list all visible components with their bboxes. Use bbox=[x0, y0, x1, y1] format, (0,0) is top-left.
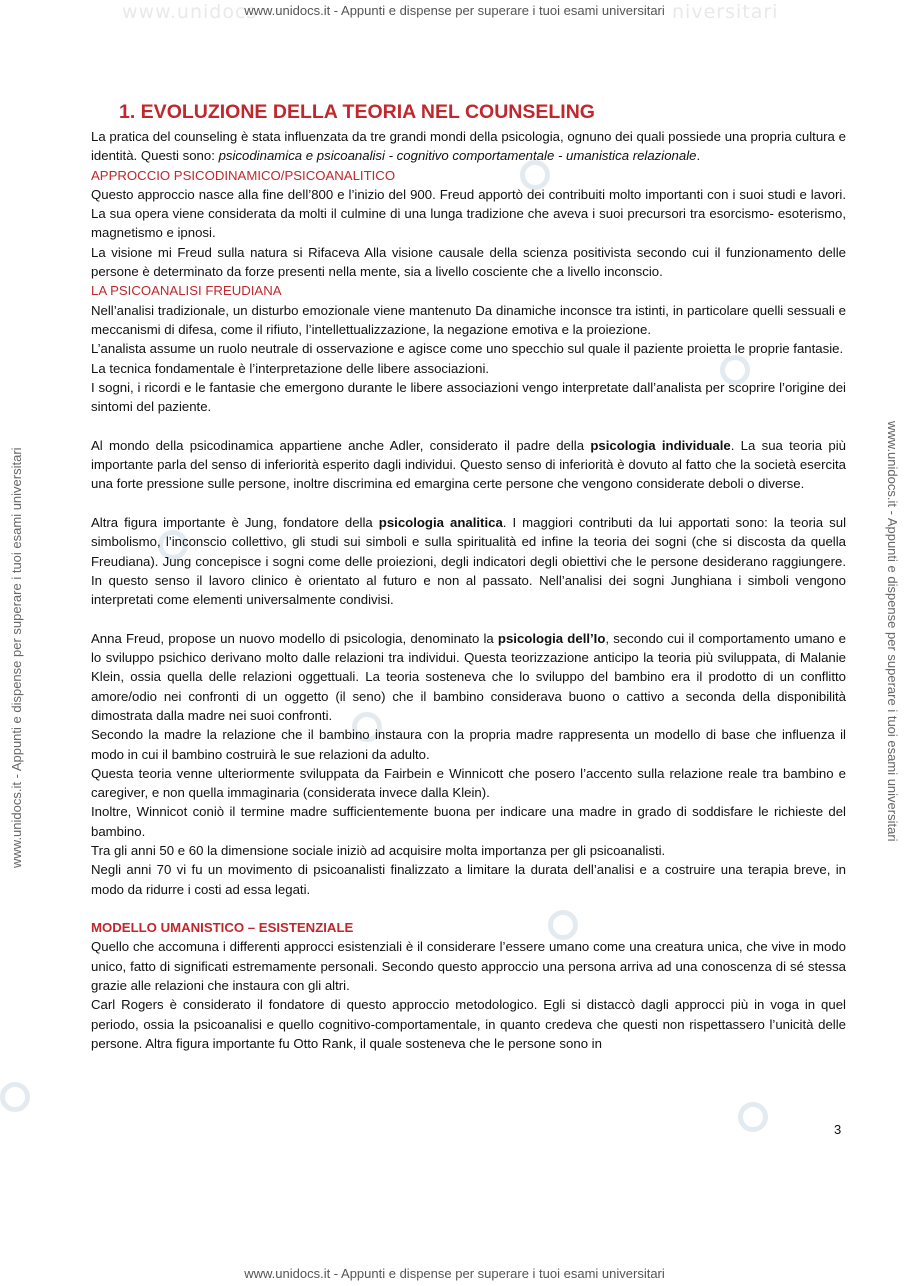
watermark-ghost-left: www.unidocs bbox=[122, 1, 258, 23]
section-title-psicodinamico: APPROCCIO PSICODINAMICO/PSICOANALITICO bbox=[91, 167, 396, 183]
paragraph: Tra gli anni 50 e 60 la dimensione sociale iniziò ad acquisire molta importanza per gli psicoanalisti. bbox=[91, 842, 666, 858]
anna-freud-text-after: , secondo cui il comportamento umano e lo sviluppo psichico derivano molto dalle relazioni tra individui. Questa teorizzazione anticipo la teoria più sviluppata, di Malanie Klein, ossia quella delle relazioni oggettuali. La teoria sosteneva che lo sviluppo del bambino era il prodotto di un conflitto amore/odio nei confronti di un oggetto (il seno) che il bambino considerava buono o cattivo a seconda della disponibilità dimostrata dalla madre nei suoi confronti. bbox=[91, 630, 846, 723]
chapter-heading: 1. EVOLUZIONE DELLA TEORIA NEL COUNSELING bbox=[119, 101, 595, 123]
adler-paragraph bbox=[91, 436, 846, 494]
paragraph: I sogni, i ricordi e le fantasie che emergono durante le libere associazioni vengo interpretate dall’analista per scoprire l’origine dei sintomi del paziente. bbox=[91, 379, 846, 415]
paragraph-gap bbox=[91, 609, 846, 628]
watermark-left-text: www.unidocs.it - Appunti e dispense per superare i tuoi esami universitari bbox=[9, 447, 24, 868]
watermark-right-text: www.unidocs.it - Appunti e dispense per superare i tuoi esami universitari bbox=[885, 421, 900, 842]
intro-italic: psicodinamica e psicoanalisi - cognitivo comportamentale - umanistica relazionale bbox=[218, 148, 697, 164]
paragraph: L’analista assume un ruolo neutrale di osservazione e agisce come uno specchio sul quale il paziente proietta le proprie fantasie. bbox=[91, 341, 844, 357]
section-title-umanistico: MODELLO UMANISTICO – ESISTENZIALE bbox=[91, 920, 354, 936]
adler-bold-term: psicologia individuale bbox=[590, 437, 731, 453]
anna-freud-paragraph bbox=[91, 629, 846, 725]
paragraph: Questa teoria venne ulteriormente sviluppata da Fairbein e Winnicott che posero l’accento sulla relazione reale tra bambino e caregiver, e non quella immaginaria (considerata invece dalla Klein). bbox=[91, 765, 846, 801]
jung-bold-term: psicologia analitica bbox=[378, 514, 503, 530]
anna-freud-bold-term: psicologia dell’Io bbox=[497, 630, 606, 646]
watermark-top: www.unidocs.it - Appunti e dispense per superare i tuoi esami universitari bbox=[244, 3, 665, 18]
paragraph: La tecnica fondamentale è l’interpretazione delle libere associazioni. bbox=[91, 360, 490, 376]
paragraph: Questo approccio nasce alla fine dell’800 e l’inizio del 900. Freud apportò dei contribuiti molto importanti con i suoi studi e lavori. La sua opera viene considerata da molti il culmine di una lunga tradizione che aveva i suoi precursori tra esorcismo- esoterismo, magnetismo e ipnosi. bbox=[91, 186, 846, 241]
intro-text: La pratica del counseling è stata influenzata da tre grandi mondi della psicologia, ognuno dei quali possiede una propria cultura e identità. Questi sono: bbox=[91, 129, 846, 164]
watermark-seal-icon bbox=[0, 1082, 30, 1112]
watermark-bottom: www.unidocs.it - Appunti e dispense per superare i tuoi esami universitari bbox=[244, 1266, 665, 1281]
paragraph: Inoltre, Winnicot coniò il termine madre sufficientemente buona per indicare una madre in grado di soddisfare le richieste del bambino. bbox=[91, 804, 846, 839]
paragraph-gap bbox=[91, 494, 846, 513]
paragraph: Nell’analisi tradizionale, un disturbo emozionale viene mantenuto Da dinamiche inconsce tra istinti, in particolare quelli sessuali e meccanismi di difesa, come il rifiuto, l’intellettualizzazione, la negazione emotiva e la proiezione. bbox=[91, 302, 846, 337]
jung-text-after: . I maggiori contributi da lui apportati sono: la teoria sul simbolismo, l’inconscio collettivo, gli studi sui simboli e sulla spiritualità ed infine la teoria dei sogni (che si discosta da quella Freudiana). Jung concepisce i sogni come delle proiezioni, degli indicatori degli obiettivi che le persone desiderano raggiungere. In questo senso il lavoro clinico è orientato al futuro e non al passato. Nell’analisi dei sogni Junghiana i simboli vengono interpretati come elementi universalmente condivisi. bbox=[91, 514, 847, 608]
paragraph: Carl Rogers è considerato il fondatore di questo approccio metodologico. Egli si distaccò dagli approcci più in voga in quel periodo, ossia la psicoanalisi e quello cognitivo-comportamentale, in quanto credeva che questi non rispettassero l’unicità delle persone. Altra figura importante fu Otto Rank, il quale sosteneva che le persone sono in bbox=[91, 997, 846, 1051]
section-title-psicoanalisi-freudiana: LA PSICOANALISI FREUDIANA bbox=[91, 283, 282, 299]
intro-end: . bbox=[696, 148, 701, 164]
paragraph: Quello che accomuna i differenti approcci esistenziali è il considerare l’essere umano come una creatura unica, che vive in modo unico, fatto di significati estremamente personali. Secondo questo approccio una persona arriva ad una conoscenza di sé stessa grazie alle relazioni che instaura con gli altri. bbox=[91, 939, 846, 994]
watermark-ghost-right: niversitari bbox=[672, 1, 779, 23]
paragraph: Secondo la madre la relazione che il bambino instaura con la propria madre rappresenta un modello di base che influenza il modo in cui il bambino costruirà le sue relazioni da adulto. bbox=[91, 727, 846, 762]
page-number: 3 bbox=[834, 1122, 842, 1137]
paragraph-gap bbox=[91, 899, 846, 918]
jung-paragraph bbox=[91, 513, 846, 609]
intro-paragraph bbox=[91, 127, 846, 166]
anna-freud-text-before: Anna Freud, propose un nuovo modello di psicologia, denominato la bbox=[91, 630, 498, 646]
paragraph-gap bbox=[91, 416, 846, 435]
watermark-seal-icon bbox=[738, 1102, 768, 1132]
document-body bbox=[91, 100, 846, 1053]
adler-text-before: Al mondo della psicodinamica appartiene anche Adler, considerato il padre della bbox=[91, 437, 591, 453]
adler-text-after: . La sua teoria più importante parla del senso di inferiorità esperito dagli individui. Questo senso di inferiorità è dovuto al fatto che la società esercita una forte pressione sulle persone, inoltre discrimina ed emargina certe persone che vengono considerate deboli o diverse. bbox=[91, 437, 847, 492]
paragraph: Negli anni 70 vi fu un movimento di psicoanalisti finalizzato a limitare la durata dell’analisi e a costruire una terapia breve, in modo da ridurre i costi ad essa legati. bbox=[91, 862, 846, 897]
paragraph: La visione mi Freud sulla natura si Rifaceva Alla visione causale della scienza positivista secondo cui il funzionamento delle persone è determinato da forze presenti nella mente, sia a livello cosciente che a livello inconscio. bbox=[91, 244, 846, 280]
jung-text-before: Altra figura importante è Jung, fondatore della bbox=[91, 514, 379, 530]
